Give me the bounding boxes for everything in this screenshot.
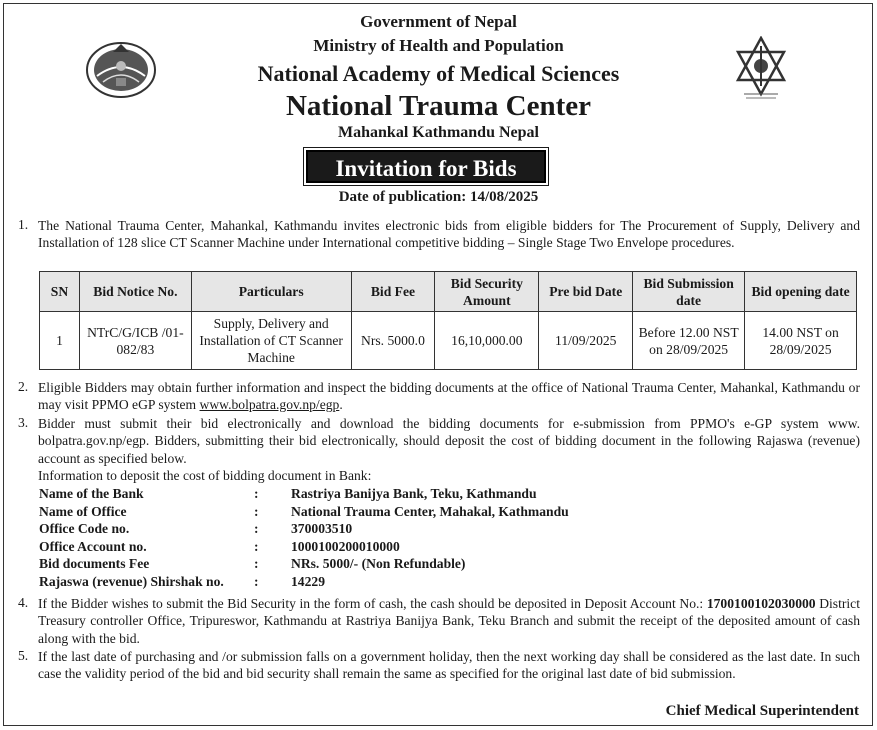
table-cell: Nrs. 5000.0 (351, 312, 435, 370)
bank-colon: : (254, 503, 259, 519)
table-cell: 1 (40, 312, 80, 370)
item-4-text (38, 595, 860, 647)
address-line: Mahankal Kathmandu Nepal (338, 124, 539, 141)
bank-value: 370003510 (291, 521, 353, 537)
header-cell: Bid Security Amount (435, 272, 539, 312)
table-row (40, 312, 857, 370)
center-name: National Trauma Center (285, 90, 591, 122)
header-cell: Pre bid Date (539, 272, 633, 312)
bank-colon: : (254, 486, 259, 501)
item-number: 3. (18, 415, 29, 430)
bank-colon: : (254, 521, 259, 537)
bank-colon: : (254, 556, 259, 572)
bank-key: Rajaswa (revenue) Shirshak no. (39, 573, 224, 589)
bank-value: Rastriya Banijya Bank, Teku, Kathmandu (291, 486, 537, 501)
table-cell: 11/09/2025 (539, 312, 633, 370)
bank-key: Name of Office (39, 503, 127, 519)
item-2-end: . (339, 397, 343, 413)
header-cell: Bid opening date (745, 272, 857, 312)
table-cell: NTrC/G/ICB /01-082/83 (79, 312, 191, 370)
ministry-line: Ministry of Health and Population (313, 36, 564, 55)
item-number: 4. (18, 595, 29, 610)
header-cell: SN (40, 272, 80, 312)
bank-key: Bid documents Fee (39, 556, 150, 572)
bank-value: National Trauma Center, Mahakal, Kathmandu (291, 503, 569, 519)
academy-line: National Academy of Medical Sciences (257, 61, 620, 86)
bank-key: Office Code no. (39, 521, 130, 537)
header-cell: Bid Fee (351, 272, 435, 312)
egp-link[interactable]: www.bolpatra.gov.np/egp (199, 397, 340, 413)
item-number: 5. (18, 648, 29, 663)
bank-key: Name of the Bank (39, 486, 144, 501)
bank-colon: : (254, 573, 259, 589)
item-1-text: The National Trauma Center, Mahankal, Kathmandu invites electronic bids from eligible bidders for The Procurement of Supply, Delivery and Installation of 128 slice CT Scanner Machine under International competitive bidding – Single Stage Two Envelope procedures. (38, 218, 860, 251)
table-cell: Before 12.00 NST on 28/09/2025 (633, 312, 745, 370)
bank-value: 14229 (291, 573, 325, 589)
item-2-body: Eligible Bidders may obtain further information and inspect the bidding documents at the office of National Trauma Center, Mahankal, Kathmandu or may visit PPMO eGP system (38, 380, 860, 413)
header-cell: Bid Submission date (633, 272, 745, 312)
item-2-text (38, 379, 860, 414)
gov-line: Government of Nepal (360, 12, 517, 31)
bank-info-intro: Information to deposit the cost of bidding document in Bank: (38, 468, 372, 483)
bank-value: 1000100200010000 (291, 538, 400, 554)
deposit-account-number: 1700100102030000 (706, 596, 816, 611)
table-cell: 14.00 NST on 28/09/2025 (745, 312, 857, 370)
header-cell: Bid Notice No. (79, 272, 191, 312)
item-number: 2. (18, 379, 29, 394)
table-cell: Supply, Delivery and Installation of CT Scanner Machine (191, 312, 351, 370)
item-4-body: If the Bidder wishes to submit the Bid Security in the form of cash, the cash should be deposited in Deposit Account No.: (38, 596, 707, 611)
page-title: Invitation for Bids (306, 150, 546, 183)
bid-table (39, 271, 857, 370)
header-cell: Particulars (191, 272, 351, 312)
table-header-row (40, 272, 857, 312)
item-3-text: Bidder must submit their bid electronically and download the bidding documents for e-submission from PPMO's e-GP system www. bolpatra.gov.np/egp. Bidders, submitting their bid electronically, should deposit the cost of bidding document in the following Rajaswa (revenue) account as specified below. (38, 416, 860, 466)
signature: Chief Medical Superintendent (665, 703, 859, 719)
item-4-rest: District Treasury controller Office, Tripureswor, Kathmandu at Rastriya Banijya Bank, Teku Branch and submit the receipt of the deposited amount of cash along with the bid. (38, 596, 860, 646)
bank-value: NRs. 5000/- (Non Refundable) (291, 556, 466, 572)
publication-date: Date of publication: 14/08/2025 (338, 189, 539, 205)
item-5-text: If the last date of purchasing and /or submission falls on a government holiday, then the next working day shall be considered as the last date. In such case the validity period of the bid and bid security shall remain the same as specified for the original last date of bid submission. (38, 649, 860, 682)
bank-colon: : (254, 538, 259, 554)
bank-key: Office Account no. (39, 538, 147, 554)
table-cell: 16,10,000.00 (435, 312, 539, 370)
item-number: 1. (18, 217, 29, 232)
